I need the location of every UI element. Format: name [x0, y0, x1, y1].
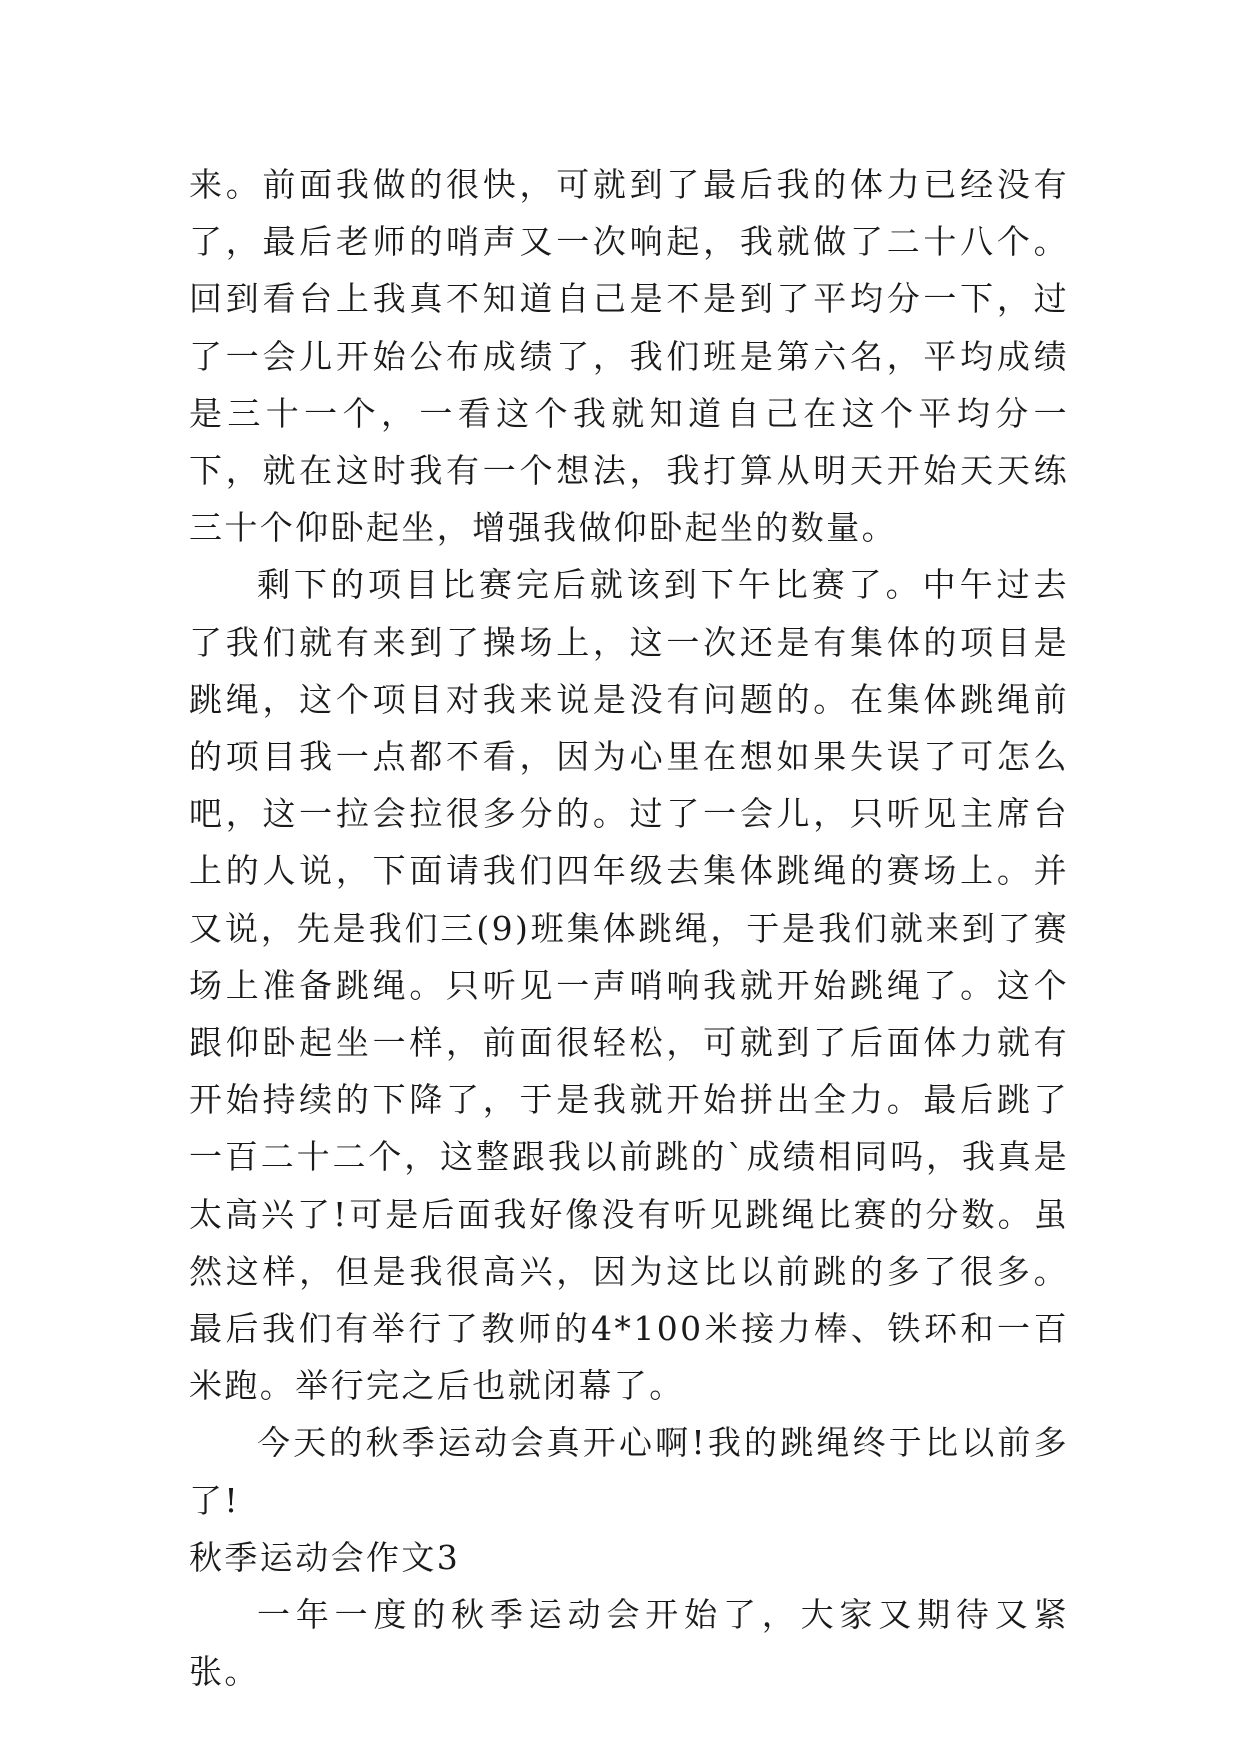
- paragraph-conclusion: 今天的秋季运动会真开心啊!我的跳绳终于比以前多了!: [189, 1423, 1069, 1520]
- paragraph-afternoon-events: 剩下的项目比赛完后就该到下午比赛了。中午过去了我们就有来到了操场上，这一次还是有集体的项目是跳绳，这个项目对我来说是没有问题的。在集体跳绳前的项目我一点都不看，因为心里在想如果失误了可怎么吧，这一拉会拉很多分的。过了一会儿，只听见主席台上的人说，下面请我们四年级去集体跳绳的赛场上。并又说，先是我们三(9)班集体跳绳，于是我们就来到了赛场上准备跳绳。只听见一声哨响我就开始跳绳了。这个跟仰卧起坐一样，前面很轻松，可就到了后面体力就有开始持续的下降了，于是我就开始拼出全力。最后跳了一百二十二个，这整跟我以前跳的`成绩相同吗，我真是太高兴了!可是后面我好像没有听见跳绳比赛的分数。虽然这样，但是我很高兴，因为这比以前跳的多了很多。最后我们有举行了教师的4*100米接力棒、铁环和一百米跑。举行完之后也就闭幕了。: [189, 565, 1069, 1406]
- paragraph-essay-3-opening: 一年一度的秋季运动会开始了，大家又期待又紧张。: [189, 1595, 1069, 1692]
- document-body: [189, 156, 1069, 1700]
- essay-heading: 秋季运动会作文3: [189, 1537, 461, 1577]
- paragraph-continuation: 来。前面我做的很快，可就到了最后我的体力已经没有了，最后老师的哨声又一次响起，我就做了二十八个。回到看台上我真不知道自己是不是到了平均分一下，过了一会儿开始公布成绩了，我们班是第六名，平均成绩是三十一个，一看这个我就知道自己在这个平均分一下，就在这时我有一个想法，我打算从明天开始天天练三十个仰卧起坐，增强我做仰卧起坐的数量。: [189, 165, 1069, 548]
